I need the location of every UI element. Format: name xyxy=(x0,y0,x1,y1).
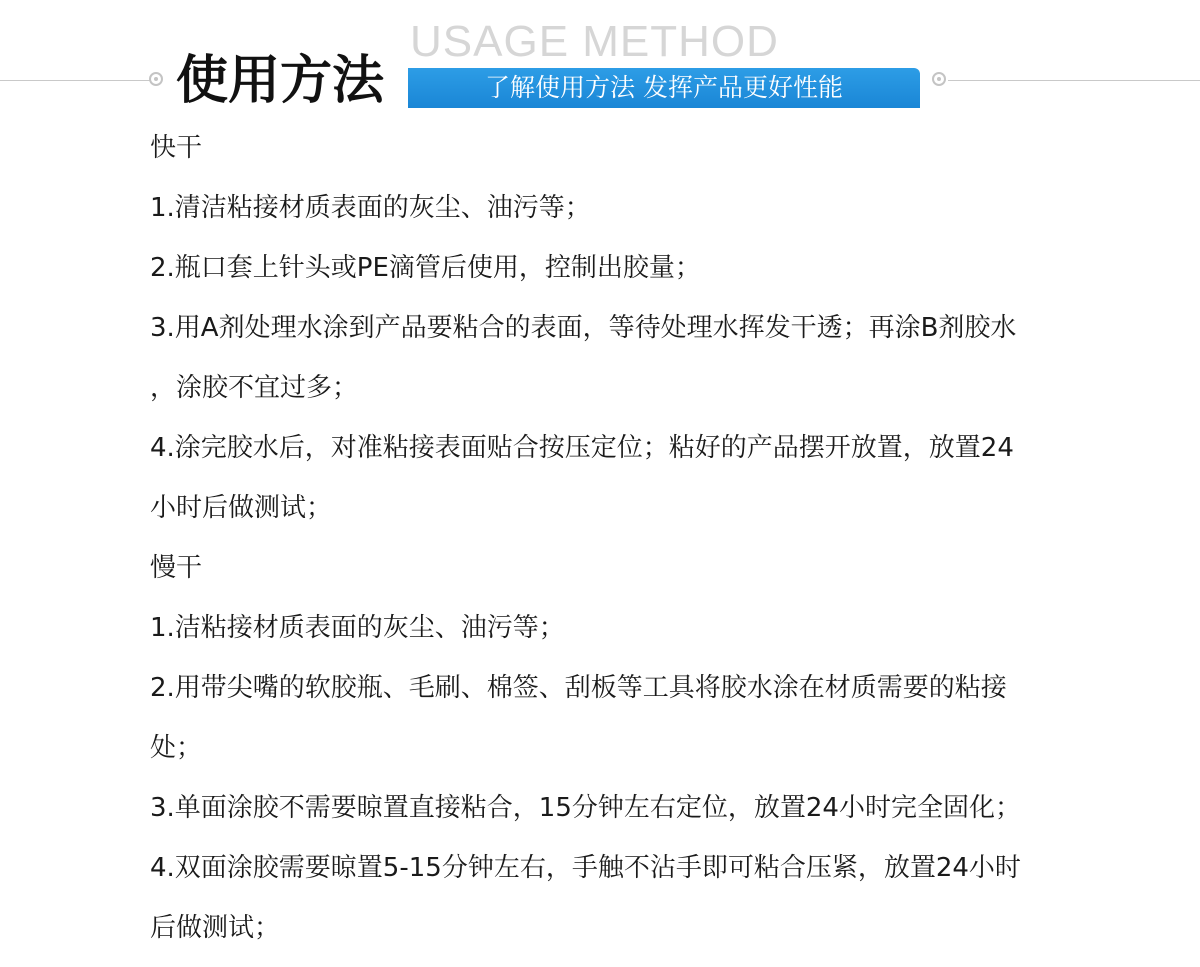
header-subtitle-en: USAGE METHOD xyxy=(410,17,779,66)
header-banner: 了解使用方法 发挥产品更好性能 xyxy=(408,68,920,108)
header-divider-left xyxy=(0,80,150,81)
instruction-line: 小时后做测试； xyxy=(150,493,333,523)
instruction-line: 4.双面涂胶需要晾置5-15分钟左右，手触不沾手即可粘合压紧，放置24小时 xyxy=(150,853,1021,883)
instruction-line: 1.洁粘接材质表面的灰尘、油污等； xyxy=(150,613,565,643)
section-header xyxy=(0,0,1200,120)
instruction-line: 2.用带尖嘴的软胶瓶、毛刷、棉签、刮板等工具将胶水涂在材质需要的粘接 xyxy=(150,673,1007,703)
instruction-line: ，涂胶不宜过多； xyxy=(150,373,359,403)
instruction-line: 4.涂完胶水后，对准粘接表面贴合按压定位；粘好的产品摆开放置，放置24 xyxy=(150,433,1014,463)
instruction-line: 2.瓶口套上针头或PE滴管后使用，控制出胶量； xyxy=(150,253,701,283)
header-title: 使用方法 xyxy=(176,51,385,111)
header-divider-right xyxy=(948,80,1200,81)
section-heading-slow-dry: 慢干 xyxy=(150,553,203,583)
instruction-line: 1.清洁粘接材质表面的灰尘、油污等； xyxy=(150,193,591,223)
instruction-line: 3.单面涂胶不需要晾置直接粘合，15分钟左右定位，放置24小时完全固化； xyxy=(150,793,1021,823)
section-heading-fast-dry: 快干 xyxy=(150,133,203,163)
ring-icon xyxy=(149,72,163,86)
ring-icon xyxy=(932,72,946,86)
instruction-line: 后做测试； xyxy=(150,913,281,943)
usage-instructions xyxy=(150,118,1150,958)
instruction-line: 3.用A剂处理水涂到产品要粘合的表面，等待处理水挥发干透；再涂B剂胶水 xyxy=(150,313,1017,343)
instruction-line: 处； xyxy=(150,733,203,763)
